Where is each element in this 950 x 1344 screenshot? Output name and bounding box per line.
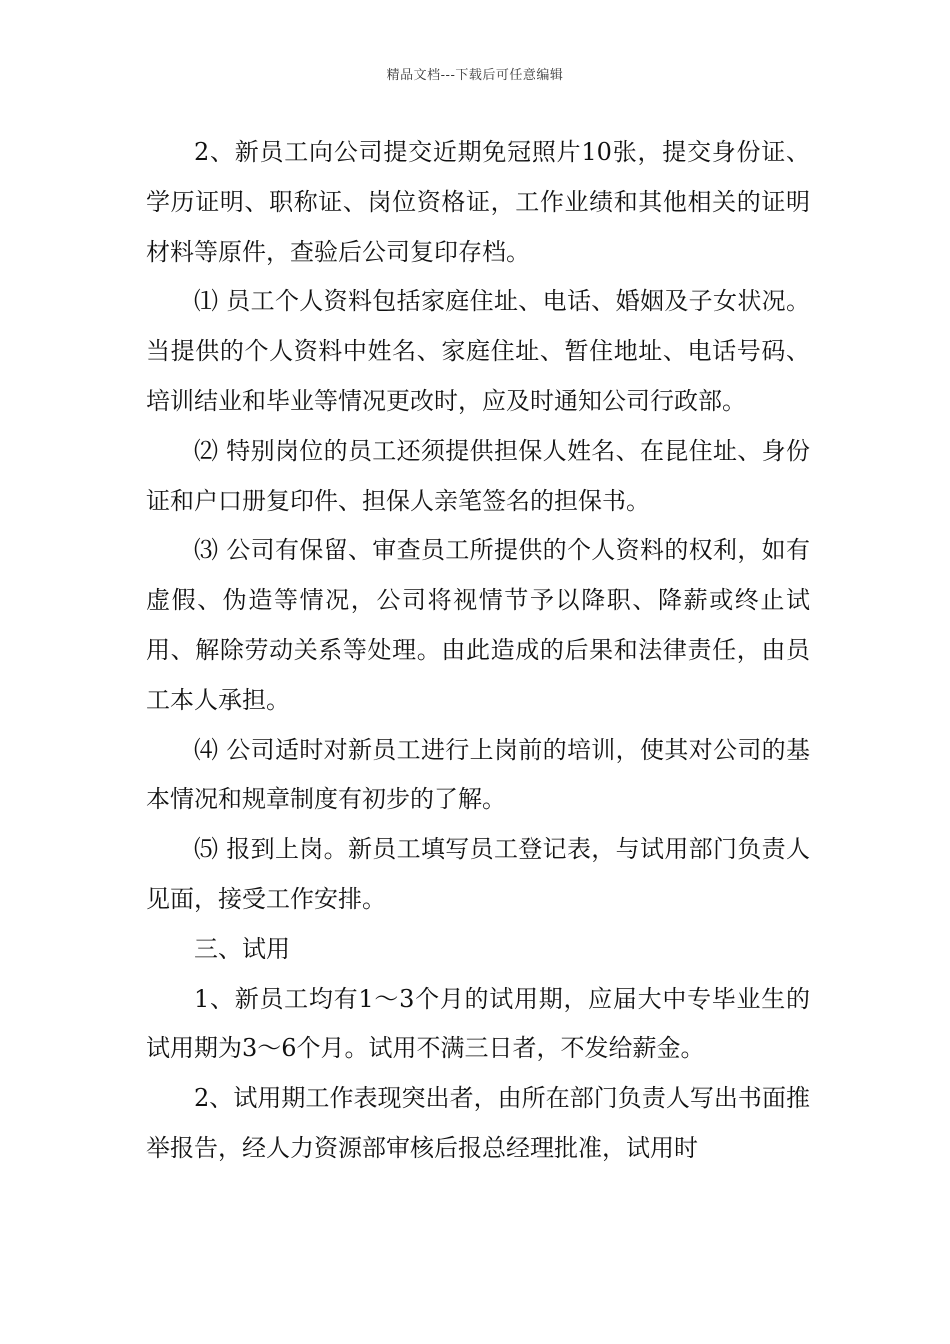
paragraph-report-to-duty: ⑸ 报到上岗。新员工填写员工登记表，与试用部门负责人见面，接受工作安排。 xyxy=(146,835,810,913)
paragraph-verification-rights: ⑶ 公司有保留、审查员工所提供的个人资料的权利，如有虚假、伪造等情况，公司将视情节予以降职、降薪或终止试用、解除劳动关系等处理。由此造成的后果和法律责任，由员工本人承担。 xyxy=(146,536,810,714)
section-heading-probation: 三、试用 xyxy=(194,934,290,963)
document-body xyxy=(146,128,810,1174)
paragraph-training: ⑷ 公司适时对新员工进行上岗前的培训，使其对公司的基本情况和规章制度有初步的了解。 xyxy=(146,735,810,814)
paragraph-probation-period: 1、新员工均有1～3个月的试用期，应届大中专毕业生的试用期为3～6个月。试用不满三日者，不发给薪金。 xyxy=(146,984,810,1063)
paragraph-guarantor: ⑵ 特别岗位的员工还须提供担保人姓名、在昆住址、身份证和户口册复印件、担保人亲笔签名的担保书。 xyxy=(146,436,810,515)
paragraph-outstanding-performance: 2、试用期工作表现突出者，由所在部门负责人写出书面推举报告，经人力资源部审核后报总经理批准，试用时 xyxy=(146,1084,810,1162)
page-header: 精品文档---下载后可任意编辑 xyxy=(386,68,564,83)
paragraph-personal-info: ⑴ 员工个人资料包括家庭住址、电话、婚姻及子女状况。当提供的个人资料中姓名、家庭住址、暂住地址、电话号码、培训结业和毕业等情况更改时，应及时通知公司行政部。 xyxy=(146,287,810,415)
paragraph-submit-documents: 2、新员工向公司提交近期免冠照片10张，提交身份证、学历证明、职称证、岗位资格证，工作业绩和其他相关的证明材料等原件，查验后公司复印存档。 xyxy=(146,138,810,266)
